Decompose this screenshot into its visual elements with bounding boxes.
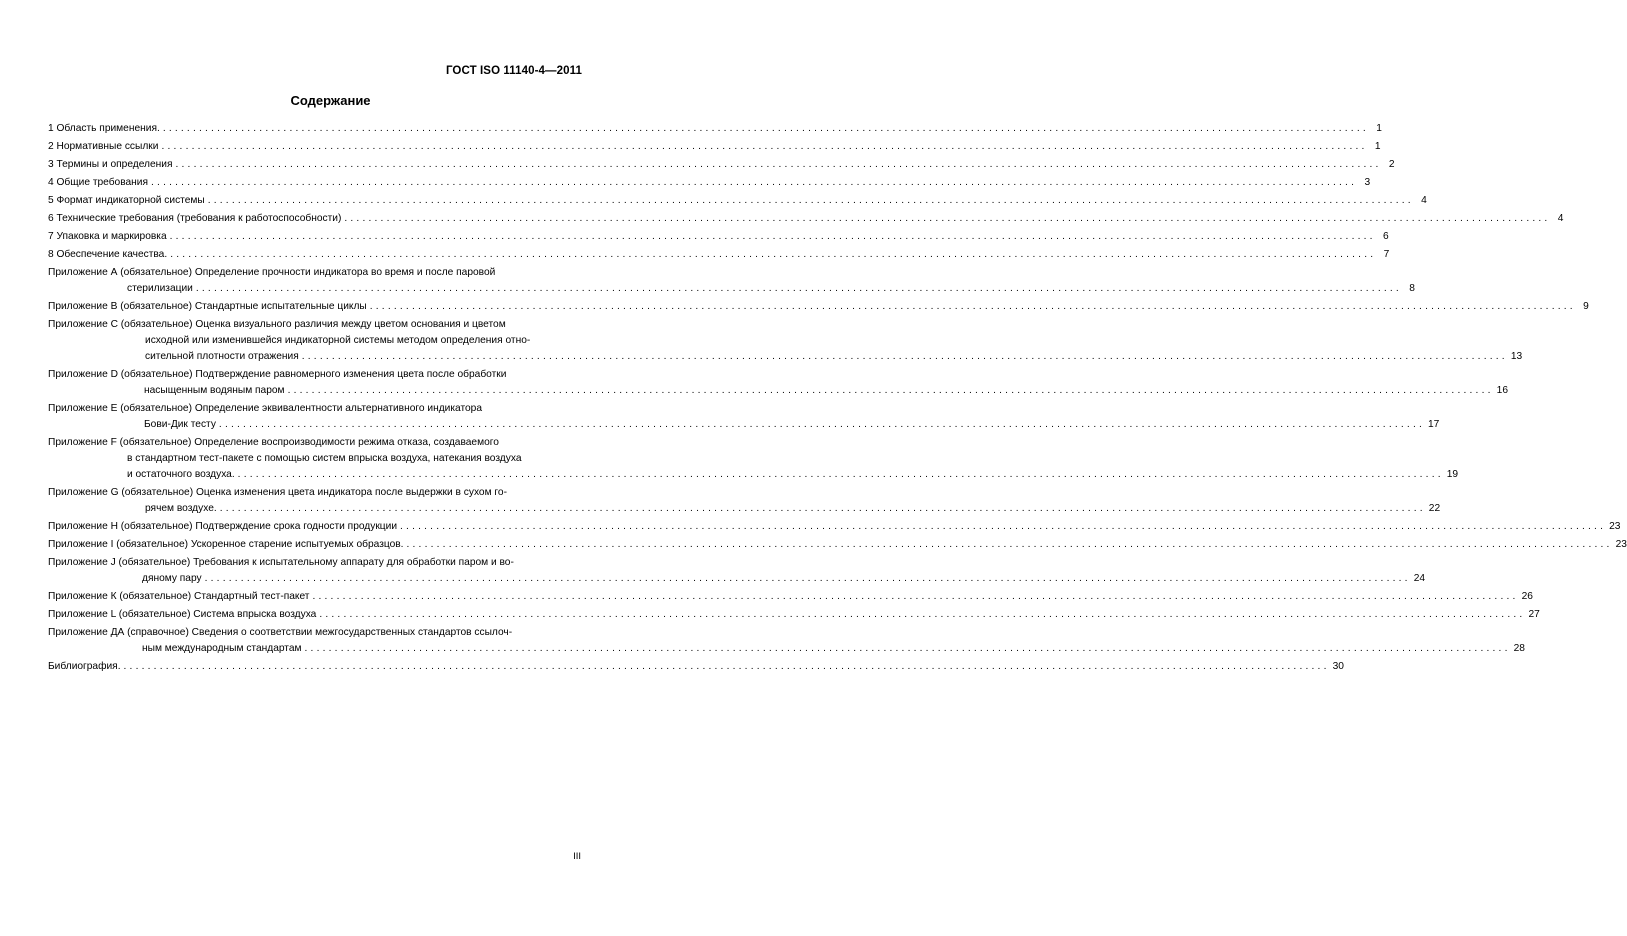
toc-entry-title-cont: стерилизации <box>127 283 193 294</box>
dot-leader: ........................................................................................................................................................................................................ <box>400 521 1607 532</box>
toc-entry-title: 2 Нормативные ссылки <box>48 141 159 152</box>
toc-entry-title: Приложение J (обязательное) Требования к испытательному аппарату для обработки паром и во- <box>48 557 514 568</box>
dot-leader: ........................................................................................................................................................................................................ <box>406 539 1613 550</box>
dot-leader: ........................................................................................................................................................................................................ <box>204 573 1411 584</box>
toc-entry-title: Приложение ДА (справочное) Сведения о соответствии межгосударственных стандартов ссылоч- <box>48 627 513 638</box>
toc-entry-4[interactable] <box>48 175 1371 191</box>
toc-entry-appendix-f[interactable] <box>48 435 1459 483</box>
toc-page-number: 24 <box>1413 573 1426 584</box>
toc-page-number: 17 <box>1428 419 1440 430</box>
toc-entry-appendix-d[interactable] <box>48 367 1508 399</box>
toc-page-number: 3 <box>1364 177 1371 188</box>
dot-leader: ........................................................................................................................................................................................................ <box>287 385 1494 396</box>
dot-leader: ........................................................................................................................................................................................................ <box>312 591 1519 602</box>
dot-leader: ........................................................................................................................................................................................................ <box>175 159 1382 170</box>
toc-entry-5[interactable] <box>48 193 1427 209</box>
toc-entry-title-cont: дяному пару <box>142 573 202 584</box>
toc-entry-title-cont: Бови-Дик тесту <box>144 419 216 430</box>
toc-entry-title: 6 Технические требования (требования к работоспособности) <box>48 213 342 224</box>
toc-entry-title: 7 Упаковка и маркировка <box>48 231 167 242</box>
toc-entry-title: Приложение Е (обязательное) Определение эквивалентности альтернативного индикатора <box>48 403 482 414</box>
toc-page-number: 28 <box>1513 643 1525 654</box>
toc-entry-appendix-g[interactable] <box>48 485 1441 517</box>
toc-entry-appendix-da[interactable] <box>48 625 1525 657</box>
toc-page-number: 23 <box>1609 521 1621 532</box>
toc-page-number: 13 <box>1510 351 1523 362</box>
toc-entry-title: Приложение L (обязательное) Система впрыска воздуха <box>48 609 317 620</box>
dot-leader: ........................................................................................................................................................................................................ <box>169 231 1376 242</box>
dot-leader: ........................................................................................................................................................................................................ <box>319 609 1526 620</box>
toc-page-number: 4 <box>1557 213 1564 224</box>
toc-page-number: 9 <box>1583 301 1589 312</box>
toc-entry-title: Приложение С (обязательное) Оценка визуального различия между цветом основания и цветом <box>48 319 506 330</box>
toc-entry-appendix-i[interactable] <box>48 537 1627 553</box>
dot-leader: ........................................................................................................................................................................................................ <box>162 123 1369 134</box>
toc-page-number: 30 <box>1332 661 1344 672</box>
toc-page-number: 27 <box>1528 609 1540 620</box>
toc-page-number: 1 <box>1374 141 1381 152</box>
dot-leader: ........................................................................................................................................................................................................ <box>304 643 1511 654</box>
toc-entry-title: Приложение К (обязательное) Стандартный тест-пакет <box>48 591 310 602</box>
toc-entry-appendix-j[interactable] <box>48 555 1426 587</box>
toc-entry-appendix-a[interactable] <box>48 265 1415 297</box>
toc-page-number: 22 <box>1428 503 1441 514</box>
toc-entry-7[interactable] <box>48 229 1389 245</box>
toc-entry-title: 8 Обеспечение качества. <box>48 249 168 260</box>
toc-entry-6[interactable] <box>48 211 1564 227</box>
toc-page-number: 8 <box>1409 283 1415 294</box>
toc-page-number: 19 <box>1446 469 1459 480</box>
toc-page-number: 1 <box>1376 123 1382 134</box>
dot-leader: ........................................................................................................................................................................................................ <box>161 141 1368 152</box>
page-number: III <box>573 851 581 862</box>
toc-entry-3[interactable] <box>48 157 1395 173</box>
toc-entry-title-cont: ным международным стандартам <box>142 643 302 654</box>
table-of-contents <box>48 121 1627 677</box>
toc-entry-title: 1 Область применения. <box>48 123 160 134</box>
toc-page-number: 4 <box>1421 195 1427 206</box>
toc-entry-title-cont: исходной или изменившейся индикаторной системы методом определения отно- <box>145 335 531 346</box>
toc-entry-title: Приложение В (обязательное) Стандартные испытательные циклы <box>48 301 367 312</box>
toc-entry-title: Приложение Н (обязательное) Подтверждение срока годности продукции <box>48 521 398 532</box>
dot-leader: ........................................................................................................................................................................................................ <box>301 351 1508 362</box>
toc-page-number: 7 <box>1383 249 1390 260</box>
toc-entry-appendix-c[interactable] <box>48 317 1523 365</box>
toc-title: Содержание <box>290 93 371 108</box>
toc-entry-title: Приложение G (обязательное) Оценка изменения цвета индикатора после выдержки в сухом го- <box>48 487 507 498</box>
toc-page-number: 26 <box>1521 591 1533 602</box>
toc-entry-appendix-k[interactable] <box>48 589 1533 605</box>
toc-page-number: 16 <box>1496 385 1508 396</box>
dot-leader: ........................................................................................................................................................................................................ <box>123 661 1330 672</box>
dot-leader: ........................................................................................................................................................................................................ <box>369 301 1576 312</box>
toc-entry-appendix-h[interactable] <box>48 519 1621 535</box>
toc-entry-appendix-l[interactable] <box>48 607 1540 623</box>
dot-leader: ........................................................................................................................................................................................................ <box>151 177 1358 188</box>
toc-entry-appendix-b[interactable] <box>48 299 1589 315</box>
toc-entry-title-cont: насыщенным водяным паром <box>144 385 285 396</box>
toc-entry-2[interactable] <box>48 139 1381 155</box>
toc-entry-title-cont: в стандартном тест-пакете с помощью систем впрыска воздуха, натекания воздуха <box>127 453 522 464</box>
dot-leader: ........................................................................................................................................................................................................ <box>195 283 1402 294</box>
toc-entry-title-cont: и остаточного воздуха. <box>127 469 235 480</box>
document-header: ГОСТ ISO 11140-4—2011 <box>445 65 582 77</box>
toc-page-number: 23 <box>1615 539 1627 550</box>
toc-entry-title-cont: рячем воздухе. <box>145 503 217 514</box>
toc-page-number: 6 <box>1383 231 1389 242</box>
toc-entry-title: 4 Общие требования <box>48 177 149 188</box>
toc-entry-appendix-e[interactable] <box>48 401 1440 433</box>
dot-leader: ........................................................................................................................................................................................................ <box>218 419 1426 430</box>
toc-entry-title: 3 Термины и определения <box>48 159 173 170</box>
dot-leader: ........................................................................................................................................................................................................ <box>170 249 1377 260</box>
toc-entry-title: Приложение I (обязательное) Ускоренное старение испытуемых образцов. <box>48 539 404 550</box>
toc-entry-title: Приложение А (обязательное) Определение прочности индикатора во время и после паровой <box>48 267 496 278</box>
toc-entry-title: Приложение F (обязательное) Определение воспроизводимости режима отказа, создаваемого <box>48 437 499 448</box>
toc-entry-title: 5 Формат индикаторной системы <box>48 195 205 206</box>
dot-leader: ........................................................................................................................................................................................................ <box>207 195 1414 206</box>
toc-entry-title: Библиография. <box>48 661 121 672</box>
dot-leader: ........................................................................................................................................................................................................ <box>237 469 1444 480</box>
toc-entry-8[interactable] <box>48 247 1390 263</box>
dot-leader: ........................................................................................................................................................................................................ <box>219 503 1426 514</box>
toc-entry-title-cont: сительной плотности отражения <box>145 351 299 362</box>
toc-page-number: 2 <box>1388 159 1395 170</box>
toc-entry-1[interactable] <box>48 121 1382 137</box>
dot-leader: ........................................................................................................................................................................................................ <box>344 213 1551 224</box>
toc-entry-title: Приложение D (обязательное) Подтверждение равномерного изменения цвета после обработки <box>48 369 507 380</box>
toc-entry-bibliography[interactable] <box>48 659 1344 675</box>
